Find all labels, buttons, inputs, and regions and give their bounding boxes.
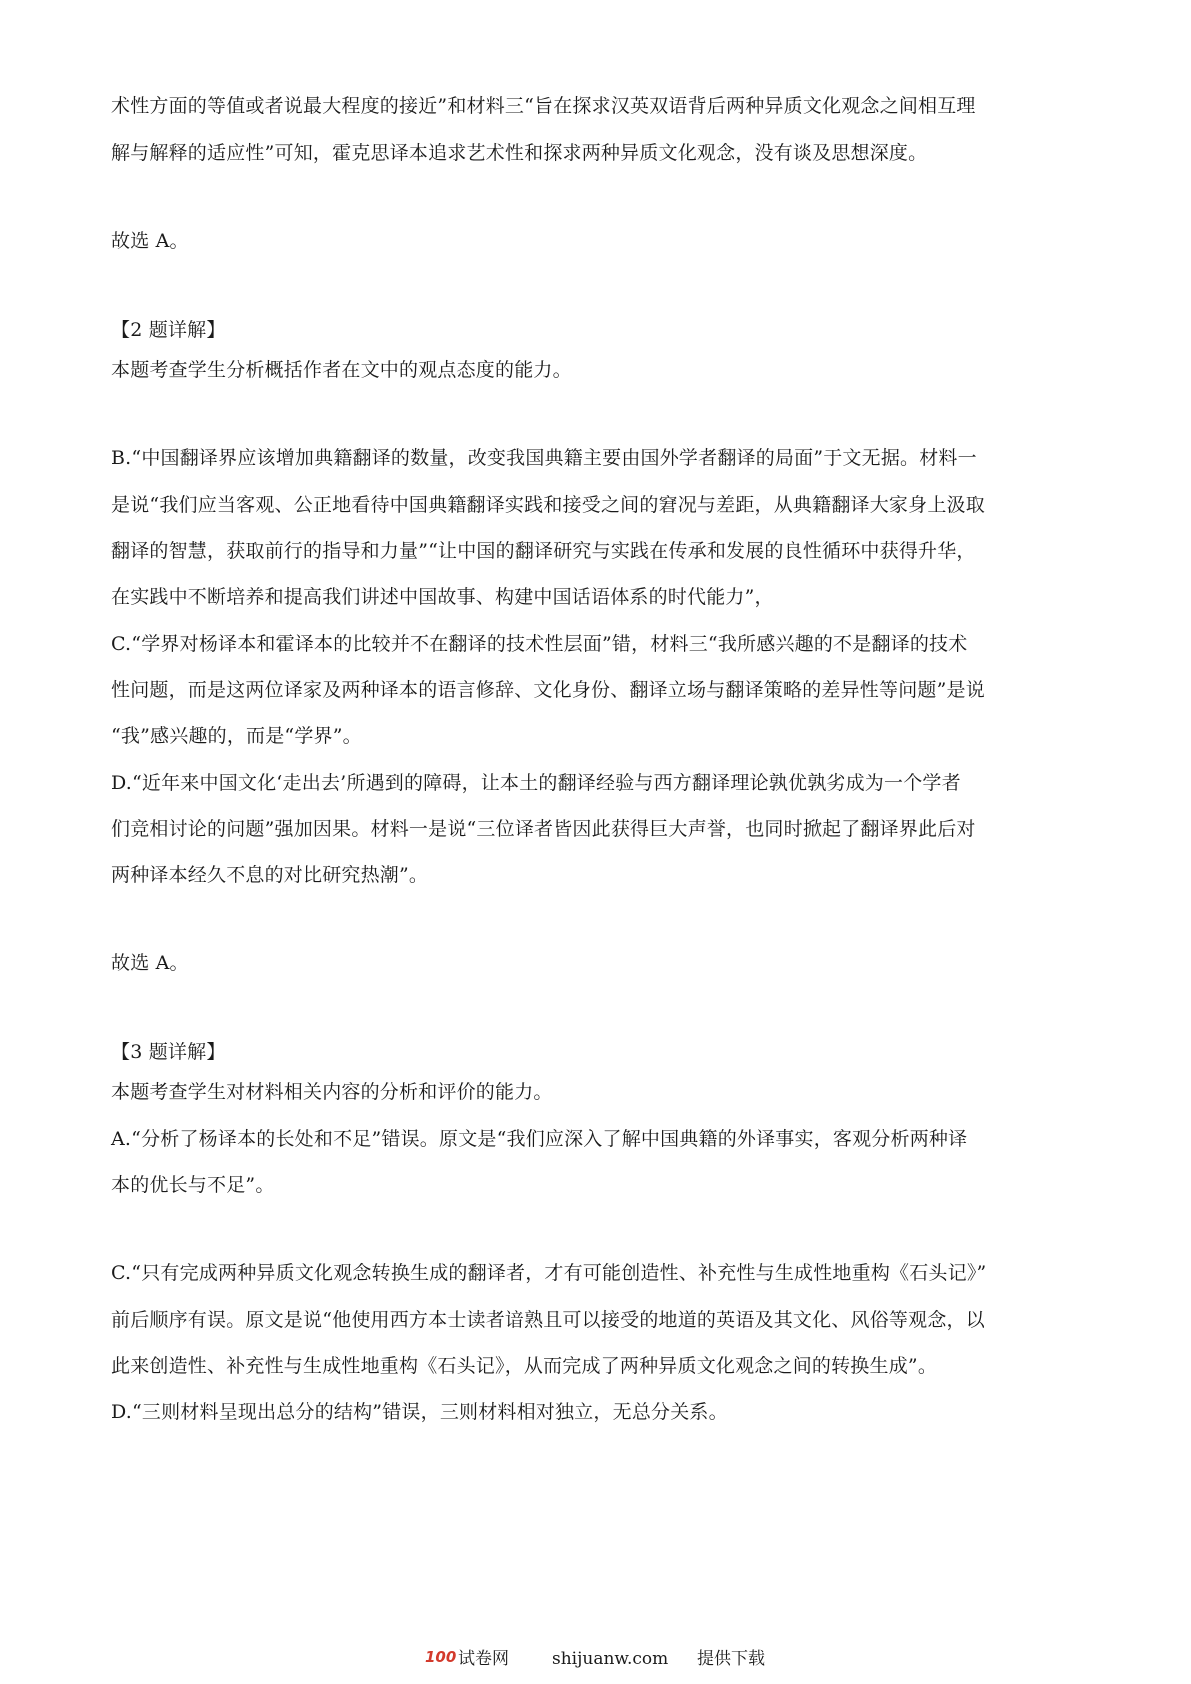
section-heading: 【2 题详解】 bbox=[111, 319, 226, 341]
text-line: 本的优长与不足”。 bbox=[111, 1174, 275, 1196]
text-line: 故选 A。 bbox=[111, 952, 189, 974]
text-line: C.“只有完成两种异质文化观念转换生成的翻译者，才有可能创造性、补充性与生成性地重构《石头记》” bbox=[111, 1262, 987, 1284]
footer-url[interactable]: shijuanw.com bbox=[552, 1649, 669, 1669]
page-footer bbox=[0, 1647, 1191, 1671]
text-line: 翻译的智慧，获取前行的指导和力量”“让中国的翻译研究与实践在传承和发展的良性循环中获得升华， bbox=[111, 540, 976, 562]
text-line: 在实践中不断培养和提高我们讲述中国故事、构建中国话语体系的时代能力”， bbox=[111, 586, 774, 608]
text-line: A.“分析了杨译本的长处和不足”错误。原文是“我们应深入了解中国典籍的外译事实，客观分析两种译 bbox=[111, 1128, 968, 1150]
text-line: 性问题，而是这两位译家及两种译本的语言修辞、文化身份、翻译立场与翻译策略的差异性等问题”是说 bbox=[111, 679, 985, 701]
text-line: D.“近年来中国文化‘走出去’所遇到的障碍，让本土的翻译经验与西方翻译理论孰优孰劣成为一个学者 bbox=[111, 772, 961, 794]
text-line: D.“三则材料呈现出总分的结构”错误，三则材料相对独立，无总分关系。 bbox=[111, 1401, 728, 1423]
text-line: 故选 A。 bbox=[111, 230, 189, 252]
text-line: 本题考查学生对材料相关内容的分析和评价的能力。 bbox=[111, 1081, 553, 1103]
text-line: B.“中国翻译界应该增加典籍翻译的数量，改变我国典籍主要由国外学者翻译的局面”于文无据。材料一 bbox=[111, 447, 977, 469]
text-line: 两种译本经久不息的对比研究热潮”。 bbox=[111, 864, 429, 886]
text-line: 本题考查学生分析概括作者在文中的观点态度的能力。 bbox=[111, 359, 572, 381]
text-line: 术性方面的等值或者说最大程度的接近”和材料三“旨在探求汉英双语背后两种异质文化观念之间相互理 bbox=[111, 95, 976, 117]
text-line: 们竞相讨论的问题”强加因果。材料一是说“三位译者皆因此获得巨大声誉，也同时掀起了翻译界此后对 bbox=[111, 818, 976, 840]
text-line: 解与解释的适应性”可知，霍克思译本追求艺术性和探求两种异质文化观念，没有谈及思想深度。 bbox=[111, 142, 928, 164]
text-line: C.“学界对杨译本和霍译本的比较并不在翻译的技术性层面”错，材料三“我所感兴趣的不是翻译的技术 bbox=[111, 633, 968, 655]
section-heading: 【3 题详解】 bbox=[111, 1041, 226, 1063]
footer-brand: 试卷网 bbox=[458, 1649, 509, 1669]
text-line: 此来创造性、补充性与生成性地重构《石头记》，从而完成了两种异质文化观念之间的转换生成”。 bbox=[111, 1355, 938, 1377]
site-logo: 100 bbox=[425, 1648, 457, 1666]
text-line: “我”感兴趣的，而是“学界”。 bbox=[111, 725, 362, 747]
text-line: 是说“我们应当客观、公正地看待中国典籍翻译实践和接受之间的窘况与差距，从典籍翻译大家身上汲取 bbox=[111, 494, 985, 516]
footer-download-text: 提供下载 bbox=[697, 1649, 765, 1669]
text-line: 前后顺序有误。原文是说“他使用西方本士读者谙熟且可以接受的地道的英语及其文化、风俗等观念，以 bbox=[111, 1309, 985, 1331]
